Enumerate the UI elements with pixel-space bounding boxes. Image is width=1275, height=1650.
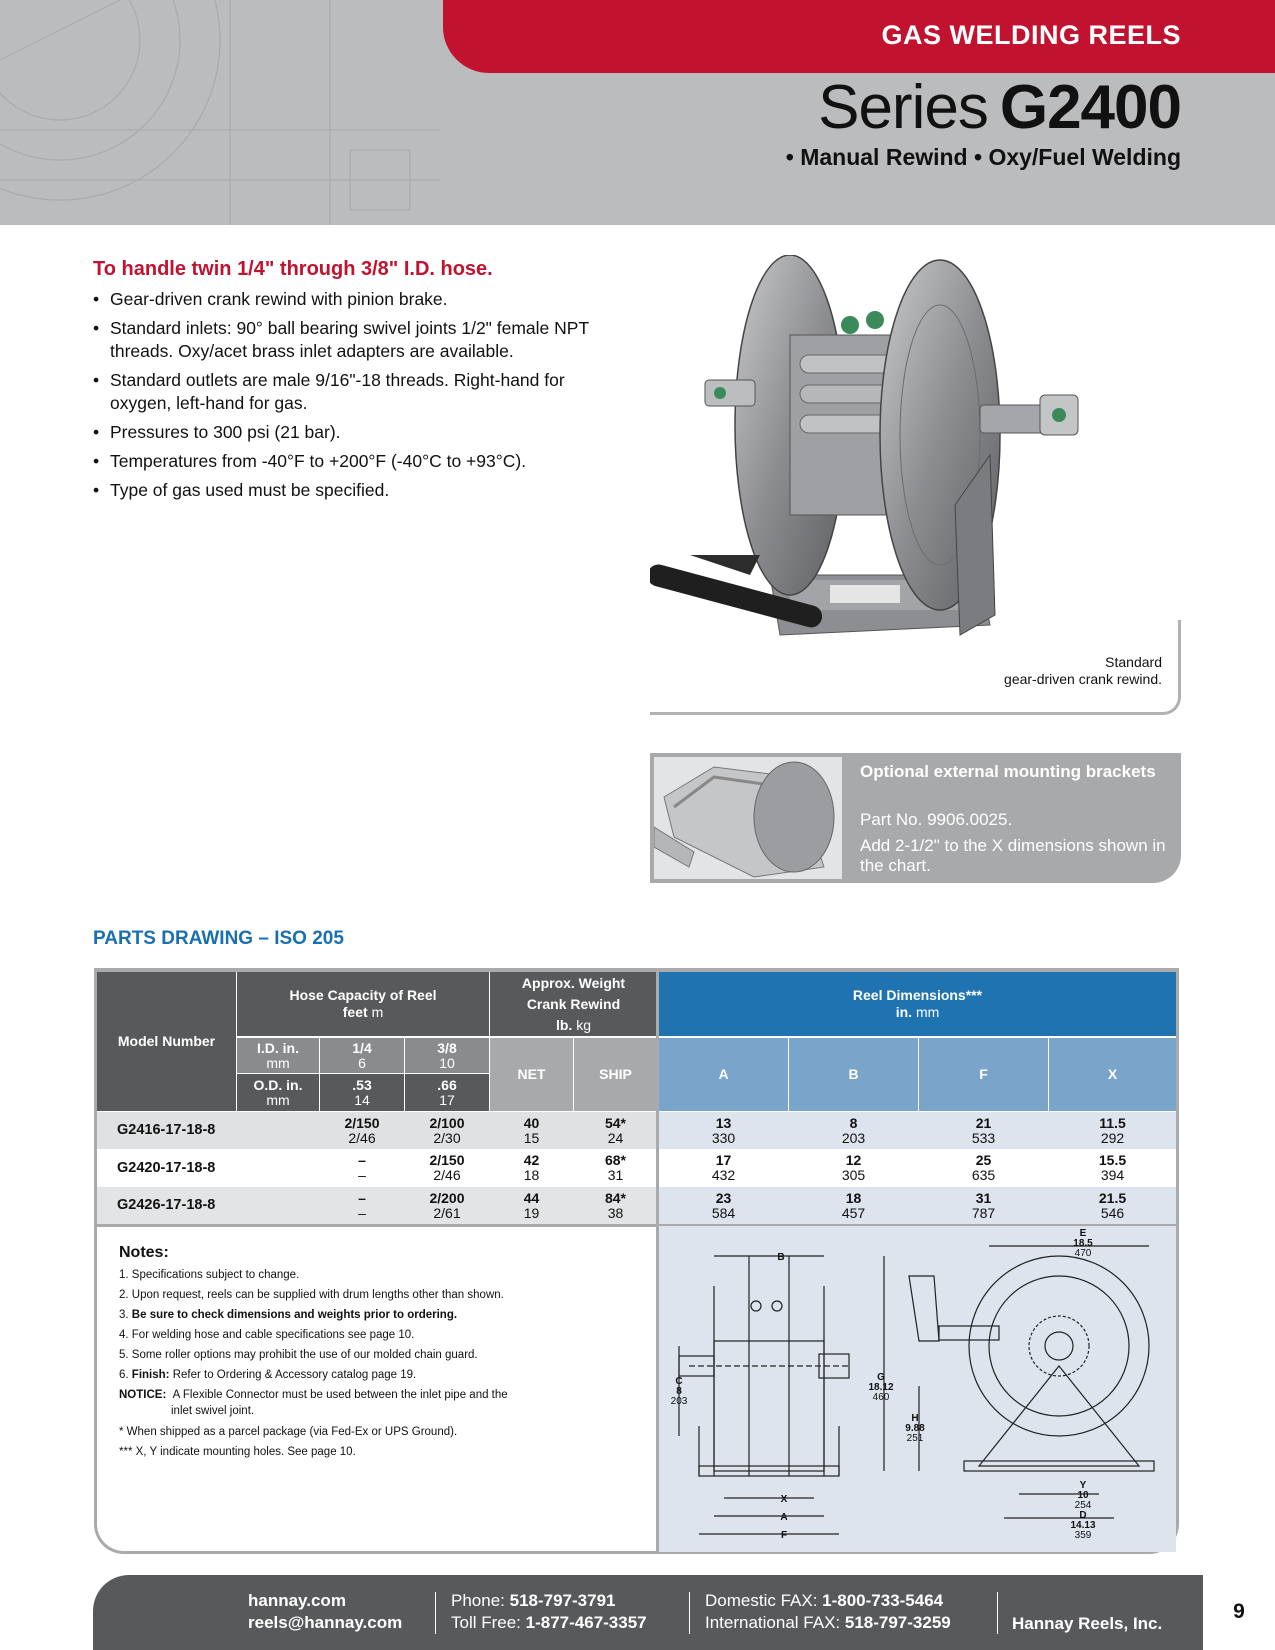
drawing-label-h: H (911, 1413, 919, 1424)
col-ship-header: SHIP (574, 1038, 657, 1111)
col-dimensions-header (659, 972, 1176, 1036)
page-number: 9 (1233, 1600, 1245, 1623)
val-mm: 546 (1100, 1204, 1125, 1221)
drawing-label-x: X (780, 1494, 788, 1505)
notice-item (119, 1387, 639, 1419)
drawing-label-e: E (1079, 1228, 1087, 1239)
dim-a (659, 1187, 788, 1224)
od-quarter-mm: 14 (354, 1091, 370, 1108)
val-in: 2/200 (429, 1189, 465, 1206)
val-mm: 635 (971, 1167, 996, 1183)
drawing-label-d: D (1079, 1510, 1087, 1521)
od-three-eighths-cell (405, 1074, 489, 1111)
val-in: 11.5 (1099, 1114, 1126, 1131)
website-link[interactable]: hannay.com (248, 1591, 346, 1610)
val-mm: 533 (971, 1129, 996, 1146)
model-number: G2416-17-18-8 (117, 1122, 216, 1138)
val-in: 25 (975, 1152, 992, 1168)
val-in: – (358, 1152, 366, 1168)
val-mm: 2/61 (433, 1204, 461, 1221)
parts-drawing (659, 1226, 1176, 1552)
features-heading: To handle twin 1/4" through 3/8" I.D. hose. (93, 258, 493, 280)
bracket-part-number: Part No. 9906.0025. (860, 810, 1013, 829)
weight-ship (574, 1112, 657, 1149)
blueprint-watermark-graphic (0, 0, 450, 225)
capacity-three-eighths (405, 1150, 489, 1186)
dim-f (919, 1150, 1048, 1186)
id-quarter: 1/4 (352, 1039, 372, 1056)
photo-caption (1004, 654, 1162, 688)
drawing-value-e-in: 18.5 (1073, 1238, 1093, 1249)
val-in: 18 (845, 1189, 862, 1206)
val-in: 40 (523, 1114, 540, 1131)
val-in: 8 (849, 1114, 858, 1131)
dim-x (1049, 1187, 1176, 1224)
dim-b (789, 1187, 918, 1224)
col-weight-header (490, 972, 657, 1036)
dim-x (1049, 1150, 1176, 1186)
val-in: 23 (715, 1189, 732, 1206)
note-item: 4. For welding hose and cable specifications see page 10. (119, 1329, 415, 1341)
note-text: Refer to Ordering & Accessory catalog page 19. (169, 1369, 417, 1381)
val-in: 12 (845, 1152, 862, 1168)
val-in: 21 (975, 1114, 992, 1131)
footer-divider (997, 1592, 998, 1634)
weight-title-1: Approx. Weight (521, 974, 626, 991)
footer-company: Hannay Reels, Inc. (1012, 1614, 1163, 1633)
val-mm: 15 (523, 1129, 540, 1146)
bracket-photo-graphic (654, 757, 842, 879)
phone-number: 518-797-3791 (509, 1591, 616, 1610)
series-model: G2400 (999, 73, 1181, 142)
col-x-header: X (1049, 1038, 1176, 1111)
id-quarter-cell (320, 1038, 404, 1073)
domestic-fax-label: Domestic FAX: (705, 1591, 823, 1610)
capacity-unit-m: m (371, 1004, 384, 1020)
val-in: 44 (523, 1189, 540, 1206)
parts-drawing-area (659, 1226, 1176, 1552)
weight-title-2: Crank Rewind (526, 995, 621, 1012)
notes-list (119, 1265, 639, 1462)
dim-a (659, 1112, 788, 1149)
drawing-value-c-in: 8 (676, 1386, 682, 1397)
drawing-value-d-in: 14.13 (1070, 1520, 1096, 1531)
val-mm: 18 (523, 1167, 540, 1183)
drawing-value-y-mm: 254 (1074, 1500, 1092, 1511)
drawing-label-f: F (780, 1530, 788, 1541)
model-number: G2426-17-18-8 (117, 1197, 216, 1213)
drawing-value-h-mm: 251 (906, 1433, 924, 1444)
note-item (119, 1305, 639, 1325)
footer-divider (435, 1592, 436, 1634)
photo-caption-line: Standard (1105, 654, 1162, 670)
col-a-header: A (659, 1038, 788, 1111)
capacity-three-eighths (405, 1187, 489, 1224)
val-in: – (358, 1189, 366, 1206)
weight-ship (574, 1187, 657, 1224)
drawing-value-d-mm: 359 (1074, 1530, 1092, 1541)
val-mm: 19 (523, 1204, 540, 1221)
val-in: 17 (715, 1152, 732, 1168)
weight-net (490, 1150, 573, 1186)
intl-fax-number: 518-797-3259 (844, 1613, 951, 1632)
weight-net (490, 1187, 573, 1224)
note-item: 1. Specifications subject to change. (119, 1269, 300, 1281)
series-tagline: • Manual Rewind • Oxy/Fuel Welding (785, 144, 1181, 170)
od-three-eighths-mm: 17 (439, 1091, 455, 1108)
phone-label: Phone: (451, 1591, 510, 1610)
features-list (93, 288, 613, 508)
capacity-quarter (320, 1112, 404, 1149)
od-quarter: .53 (352, 1076, 372, 1093)
weight-net (490, 1112, 573, 1149)
val-in: 84* (604, 1189, 627, 1206)
note-item: * When shipped as a parcel package (via Fed-Ex or UPS Ground). (119, 1426, 458, 1438)
val-in: 31 (975, 1189, 992, 1206)
model-number: G2420-17-18-8 (117, 1159, 216, 1176)
val-mm: 203 (841, 1129, 866, 1146)
notes-title: Notes: (119, 1244, 169, 1261)
series-prefix: Series (818, 73, 988, 142)
bracket-photo (654, 757, 842, 879)
val-in: 54* (604, 1114, 627, 1131)
val-in: 15.5 (1098, 1152, 1127, 1168)
footer-website[interactable] (248, 1590, 402, 1634)
dim-unit-mm: mm (915, 1004, 940, 1020)
val-mm: 292 (1100, 1129, 1125, 1146)
note-item: 2. Upon request, reels can be supplied with drum lengths other than shown. (119, 1289, 504, 1301)
col-capacity-header (237, 972, 489, 1036)
id-label-cell (237, 1038, 319, 1073)
val-in: 42 (523, 1152, 540, 1168)
note-number: 3. (119, 1309, 132, 1321)
col-model-header: Model Number (97, 972, 236, 1111)
note-item (119, 1365, 639, 1385)
od-unit: mm (266, 1091, 290, 1108)
drawing-value-y-in: 10 (1077, 1490, 1089, 1501)
note-item: *** X, Y indicate mounting holes. See page 10. (119, 1446, 356, 1458)
val-mm: 305 (841, 1167, 866, 1183)
val-mm: 2/46 (348, 1129, 376, 1146)
footer-phones (451, 1590, 647, 1634)
feature-item: • Type of gas used must be specified. (93, 479, 613, 502)
col-net-header: NET (490, 1038, 573, 1111)
id-label: I.D. in. (257, 1039, 299, 1056)
intl-fax-label: International FAX: (705, 1613, 845, 1632)
val-in: 13 (715, 1114, 732, 1131)
drawing-value-g-mm: 460 (872, 1392, 890, 1403)
parts-heading: PARTS DRAWING – ISO 205 (93, 928, 344, 949)
val-mm: 31 (607, 1167, 624, 1183)
id-unit: mm (266, 1054, 290, 1071)
feature-item: • Gear-driven crank rewind with pinion brake. (93, 288, 613, 311)
feature-item: • Pressures to 300 psi (21 bar). (93, 421, 613, 444)
id-quarter-mm: 6 (358, 1054, 366, 1071)
val-mm: 2/30 (433, 1129, 461, 1146)
weight-unit-kg: kg (576, 1016, 592, 1033)
id-three-eighths-cell (405, 1038, 489, 1073)
notice-label: NOTICE: (119, 1389, 167, 1401)
capacity-quarter (320, 1187, 404, 1224)
val-in: 2/100 (429, 1114, 465, 1131)
drawing-value-c-mm: 203 (670, 1396, 688, 1407)
val-in: 2/150 (429, 1152, 465, 1168)
val-mm: 2/46 (433, 1167, 461, 1183)
tollfree-label: Toll Free: (451, 1613, 526, 1632)
id-three-eighths-mm: 10 (439, 1054, 455, 1071)
drawing-value-h-in: 9.88 (905, 1423, 925, 1434)
val-mm: 432 (711, 1167, 736, 1183)
val-mm: 24 (607, 1129, 624, 1146)
val-in: 68* (604, 1152, 627, 1168)
od-three-eighths: .66 (437, 1076, 457, 1093)
weight-ship (574, 1150, 657, 1186)
bracket-note: Add 2-1/2" to the X dimensions shown in the chart. (860, 836, 1166, 875)
val-mm: 394 (1100, 1167, 1125, 1183)
col-f-header: F (919, 1038, 1048, 1111)
capacity-title: Hose Capacity of Reel (289, 987, 437, 1003)
drawing-label-g: G (877, 1372, 885, 1383)
val-mm: 330 (711, 1129, 736, 1146)
note-item: 5. Some roller options may prohibit the use of our molded chain guard. (119, 1349, 478, 1361)
val-mm: – (358, 1204, 366, 1221)
drawing-label-b: B (777, 1252, 785, 1263)
val-mm: 38 (607, 1204, 624, 1221)
notice-text: inlet swivel joint. (171, 1405, 255, 1417)
drawing-label-c: C (675, 1376, 683, 1387)
note-bold-text: Be sure to check dimensions and weights prior to ordering. (131, 1309, 458, 1321)
id-three-eighths: 3/8 (437, 1039, 457, 1056)
email-link[interactable]: reels@hannay.com (248, 1613, 403, 1632)
col-b-header: B (789, 1038, 918, 1111)
photo-caption-line: gear-driven crank rewind. (1004, 671, 1162, 687)
dim-f (919, 1112, 1048, 1149)
dim-b (789, 1112, 918, 1149)
dimensions-title: Reel Dimensions*** (852, 987, 983, 1003)
val-in: 2/150 (344, 1114, 380, 1131)
dim-x (1049, 1112, 1176, 1149)
capacity-quarter (320, 1150, 404, 1186)
val-mm: 457 (841, 1204, 866, 1221)
weight-unit-lb: lb. (555, 1016, 573, 1033)
footer-fax (705, 1590, 951, 1634)
capacity-three-eighths (405, 1112, 489, 1149)
notice-text: A Flexible Connector must be used between the inlet pipe and the (172, 1389, 508, 1401)
tollfree-number: 1-877-467-3357 (525, 1613, 647, 1632)
feature-item: • Standard inlets: 90° ball bearing swivel joints 1/2" female NPT threads. Oxy/acet brass inlet adapters are available. (93, 317, 613, 363)
category-title: GAS WELDING REELS (881, 20, 1181, 50)
od-label-cell (237, 1074, 319, 1111)
val-in: 21.5 (1098, 1189, 1127, 1206)
reel-product-photo (650, 255, 1180, 715)
note-number: 6. (119, 1369, 132, 1381)
dim-a (659, 1150, 788, 1186)
domestic-fax-number: 1-800-733-5464 (822, 1591, 944, 1610)
drawing-value-e-mm: 470 (1074, 1248, 1092, 1259)
feature-item: • Standard outlets are male 9/16"-18 threads. Right-hand for oxygen, left-hand for gas. (93, 369, 613, 415)
val-mm: – (358, 1167, 366, 1183)
bracket-title: Optional external mounting brackets (860, 762, 1156, 781)
drawing-label-y: Y (1079, 1480, 1087, 1491)
drawing-value-g-in: 18.12 (868, 1382, 894, 1393)
series-title (818, 72, 1181, 143)
footer-divider (689, 1592, 690, 1634)
dim-b (789, 1150, 918, 1186)
dim-unit-in: in. (895, 1004, 913, 1020)
capacity-unit-ft: feet (342, 1004, 368, 1020)
feature-item: • Temperatures from -40°F to +200°F (-40°C to +93°C). (93, 450, 613, 473)
drawing-label-a: A (780, 1512, 788, 1523)
val-mm: 787 (971, 1204, 996, 1221)
od-quarter-cell (320, 1074, 404, 1111)
dim-f (919, 1187, 1048, 1224)
note-bold-text: Finish: (131, 1369, 170, 1381)
od-label: O.D. in. (253, 1076, 303, 1093)
val-mm: 584 (711, 1204, 736, 1221)
